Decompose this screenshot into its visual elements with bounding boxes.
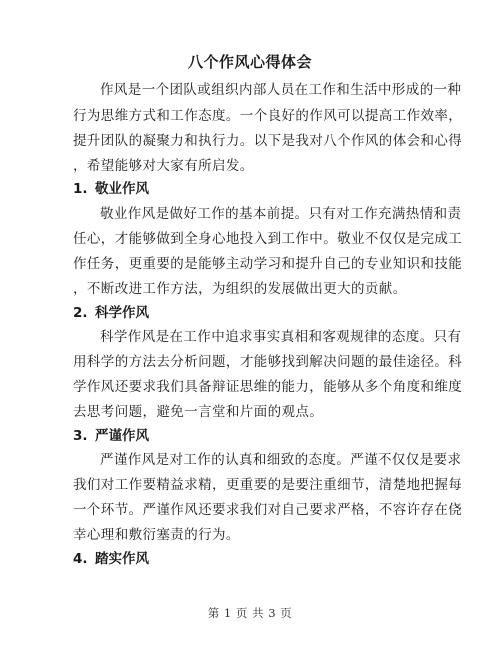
section-number: 1.: [73, 181, 88, 197]
section-line: 去思考问题，避免一言堂和片面的观点。: [73, 404, 324, 420]
section-number: 3.: [73, 428, 88, 444]
section-line: 用科学的方法去分析问题，才能够找到解决问题的最佳途径。科: [73, 354, 463, 370]
section-line: 任心，才能够做到全身心地投入到工作中。敬业不仅仅是完成工: [73, 231, 463, 247]
section-heading-text: 敬业作风: [95, 181, 149, 197]
intro-line: 行为思维方式和工作态度。一个良好的作风可以提高工作效率，: [73, 108, 463, 124]
intro-line: 作风是一个团队或组织内部人员在工作和生活中形成的一种: [100, 82, 462, 98]
document-title: 八个作风心得体会: [187, 53, 312, 71]
page-footer: 第 1 页 共 3 页: [207, 606, 293, 620]
section-number: 4.: [73, 551, 88, 567]
section-number: 2.: [73, 305, 88, 321]
section-line: 敬业作风是做好工作的基本前提。只有对工作充满热情和责: [100, 206, 462, 222]
section-line: 严谨作风是对工作的认真和细致的态度。严谨不仅仅是要求: [100, 452, 462, 468]
section-line: 学作风还要求我们具备辩证思维的能力，能够从多个角度和维度: [73, 379, 463, 395]
section-heading-text: 科学作风: [95, 305, 149, 321]
section-line: 我们对工作要精益求精，更重要的是要注重细节，清楚地把握每: [73, 477, 463, 493]
section-line: 幸心理和敷衍塞责的行为。: [73, 527, 240, 543]
section-heading-text: 踏实作风: [95, 551, 149, 567]
section-line: 作任务，更重要的是能够主动学习和提升自己的专业知识和技能: [73, 256, 463, 272]
section-heading-1: [73, 180, 149, 198]
section-line: 科学作风是在工作中追求事实真相和客观规律的态度。只有: [100, 329, 462, 345]
section-heading-4: [73, 550, 149, 568]
section-heading-3: [73, 427, 149, 445]
section-heading-text: 严谨作风: [95, 428, 149, 444]
section-heading-2: [73, 304, 149, 322]
section-line: ，不断改进工作方法，为组织的发展做出更大的贡献。: [73, 281, 407, 297]
intro-line: ，希望能够对大家有所启发。: [73, 158, 254, 174]
intro-line: 提升团队的凝聚力和执行力。以下是我对八个作风的体会和心得: [73, 133, 463, 149]
section-line: 一个环节。严谨作风还要求我们对自己要求严格，不容许存在侥: [73, 502, 463, 518]
